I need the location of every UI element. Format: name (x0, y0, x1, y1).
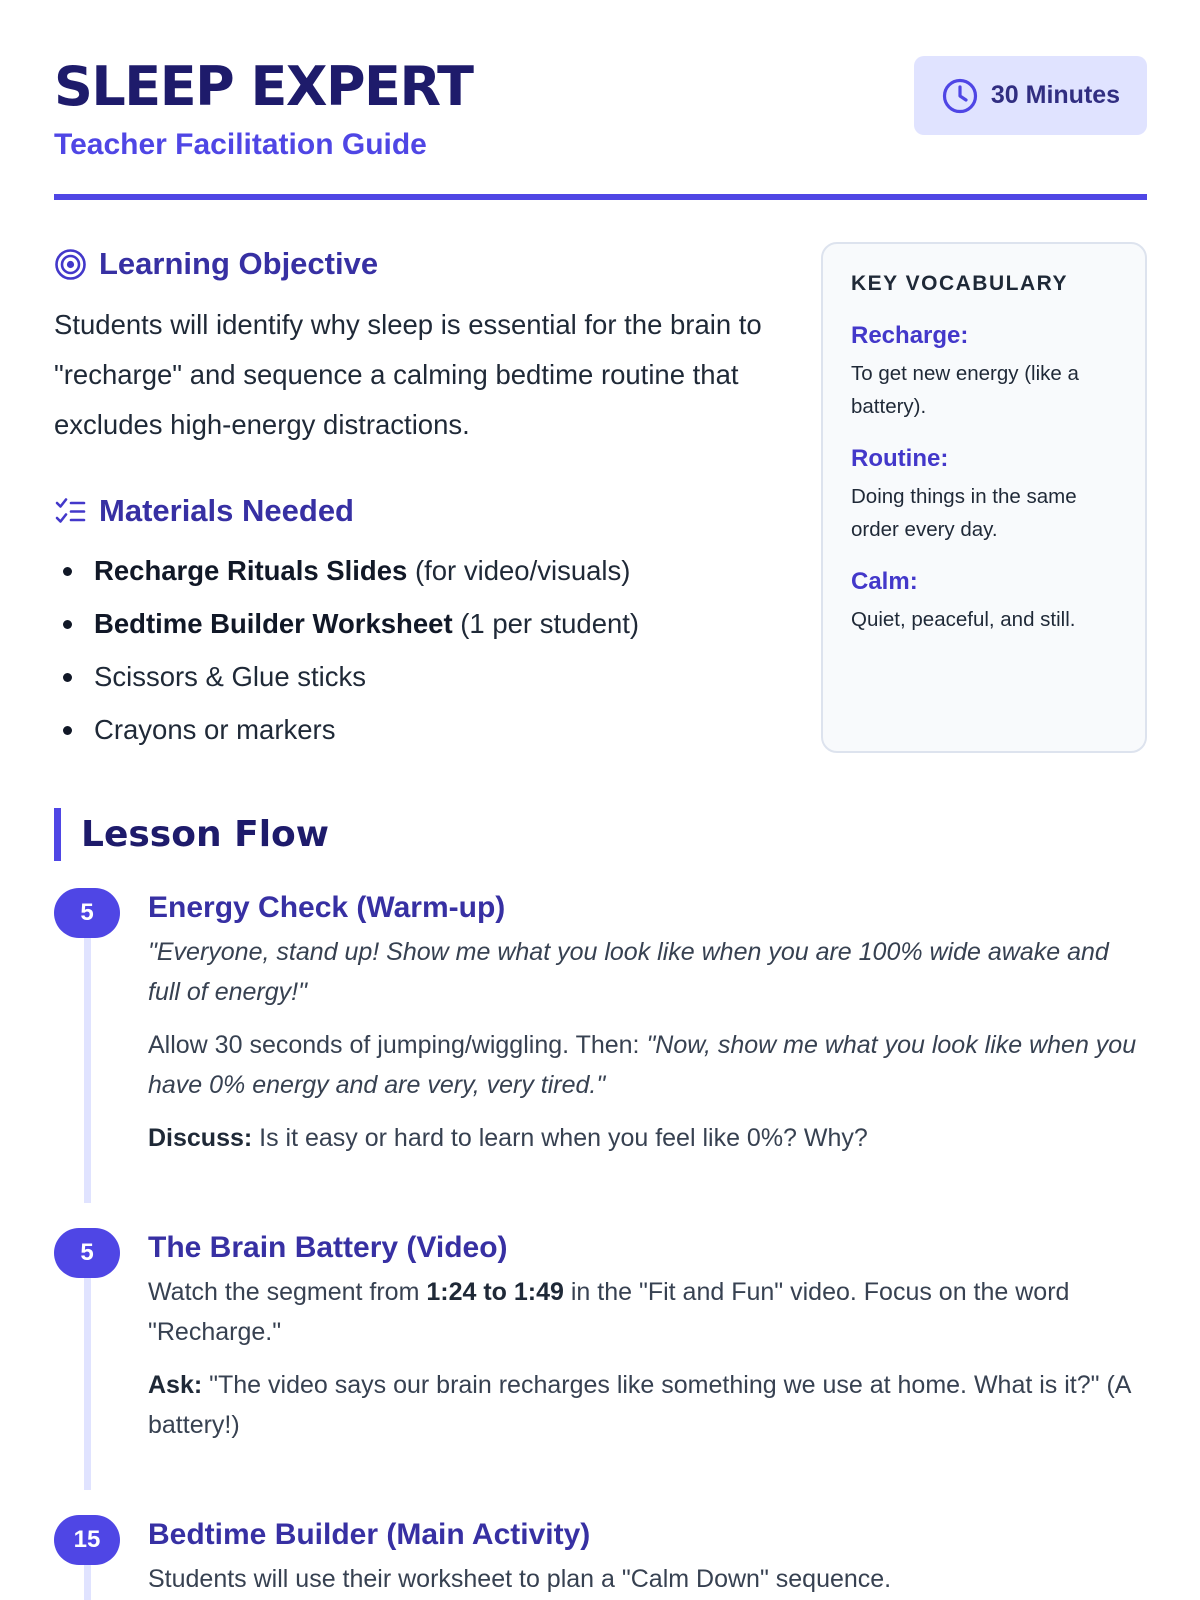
timeline-connector (84, 918, 91, 1203)
step-ask: Ask: "The video says our brain recharges like something we use at home. What is it?" (A battery!) (148, 1371, 1131, 1439)
vocab-definition: To get new energy (like a battery). (851, 362, 1079, 418)
list-item: Scissors & Glue sticks (54, 650, 794, 703)
objective-heading (54, 246, 378, 282)
step-instruction: Watch the segment from 1:24 to 1:49 in the "Fit and Fun" video. Focus on the word "Recharge." (148, 1278, 1070, 1346)
duration-label: 30 Minutes (990, 81, 1121, 109)
vocab-term-calm: Calm: (851, 568, 918, 595)
materials-title: Materials Needed (99, 493, 354, 528)
step-minutes-badge: 15 (54, 1515, 120, 1565)
step-discuss: Discuss: Is it easy or hard to learn when you feel like 0%? Why? (148, 1124, 868, 1152)
vocab-term-routine: Routine: (851, 445, 949, 472)
header-divider (54, 194, 1147, 200)
lesson-step-brain-battery (148, 1230, 1146, 1458)
step-instruction: Students will use their worksheet to plan a "Calm Down" sequence. (148, 1565, 892, 1593)
vocab-definition: Quiet, peaceful, and still. (851, 608, 1076, 631)
checklist-icon (54, 495, 87, 528)
lesson-flow-heading: Lesson Flow (54, 808, 329, 861)
vocab-term-recharge: Recharge: (851, 322, 969, 349)
step-minutes-badge: 5 (54, 888, 120, 938)
list-item: Recharge Rituals Slides (for video/visuals) (54, 544, 794, 597)
list-item: Crayons or markers (54, 703, 794, 756)
vocab-definition: Doing things in the same order every day. (851, 485, 1077, 541)
list-item: Bedtime Builder Worksheet (1 per student) (54, 597, 794, 650)
vocabulary-heading: KEY VOCABULARY (851, 272, 1069, 295)
target-icon (54, 248, 87, 281)
page-subtitle: Teacher Facilitation Guide (54, 128, 427, 161)
lesson-step-energy-check (148, 890, 1146, 1171)
page-title: SLEEP EXPERT (54, 55, 473, 118)
step-quote: "Everyone, stand up! Show me what you look like when you are 100% wide awake and full of energy!" (148, 938, 1109, 1006)
vocabulary-card (821, 242, 1147, 753)
duration-badge (914, 56, 1147, 135)
materials-list (54, 544, 794, 756)
timeline-connector (84, 1256, 91, 1490)
clock-icon (941, 77, 979, 115)
page-header (54, 56, 1147, 202)
objective-title: Learning Objective (99, 246, 379, 281)
objective-text: Students will identify why sleep is essential for the brain to "recharge" and sequence a calming bedtime routine that excludes high-energy distractions. (54, 309, 762, 440)
materials-heading (54, 493, 354, 529)
step-title: Bedtime Builder (Main Activity) (148, 1518, 591, 1551)
step-title: The Brain Battery (Video) (148, 1231, 508, 1264)
step-instruction: Allow 30 seconds of jumping/wiggling. Then: "Now, show me what you look like when you have 0% energy and are very, very tired." (148, 1031, 1137, 1099)
step-minutes-badge: 5 (54, 1228, 120, 1278)
step-title: Energy Check (Warm-up) (148, 891, 506, 924)
lesson-step-bedtime-builder (148, 1517, 1146, 1600)
